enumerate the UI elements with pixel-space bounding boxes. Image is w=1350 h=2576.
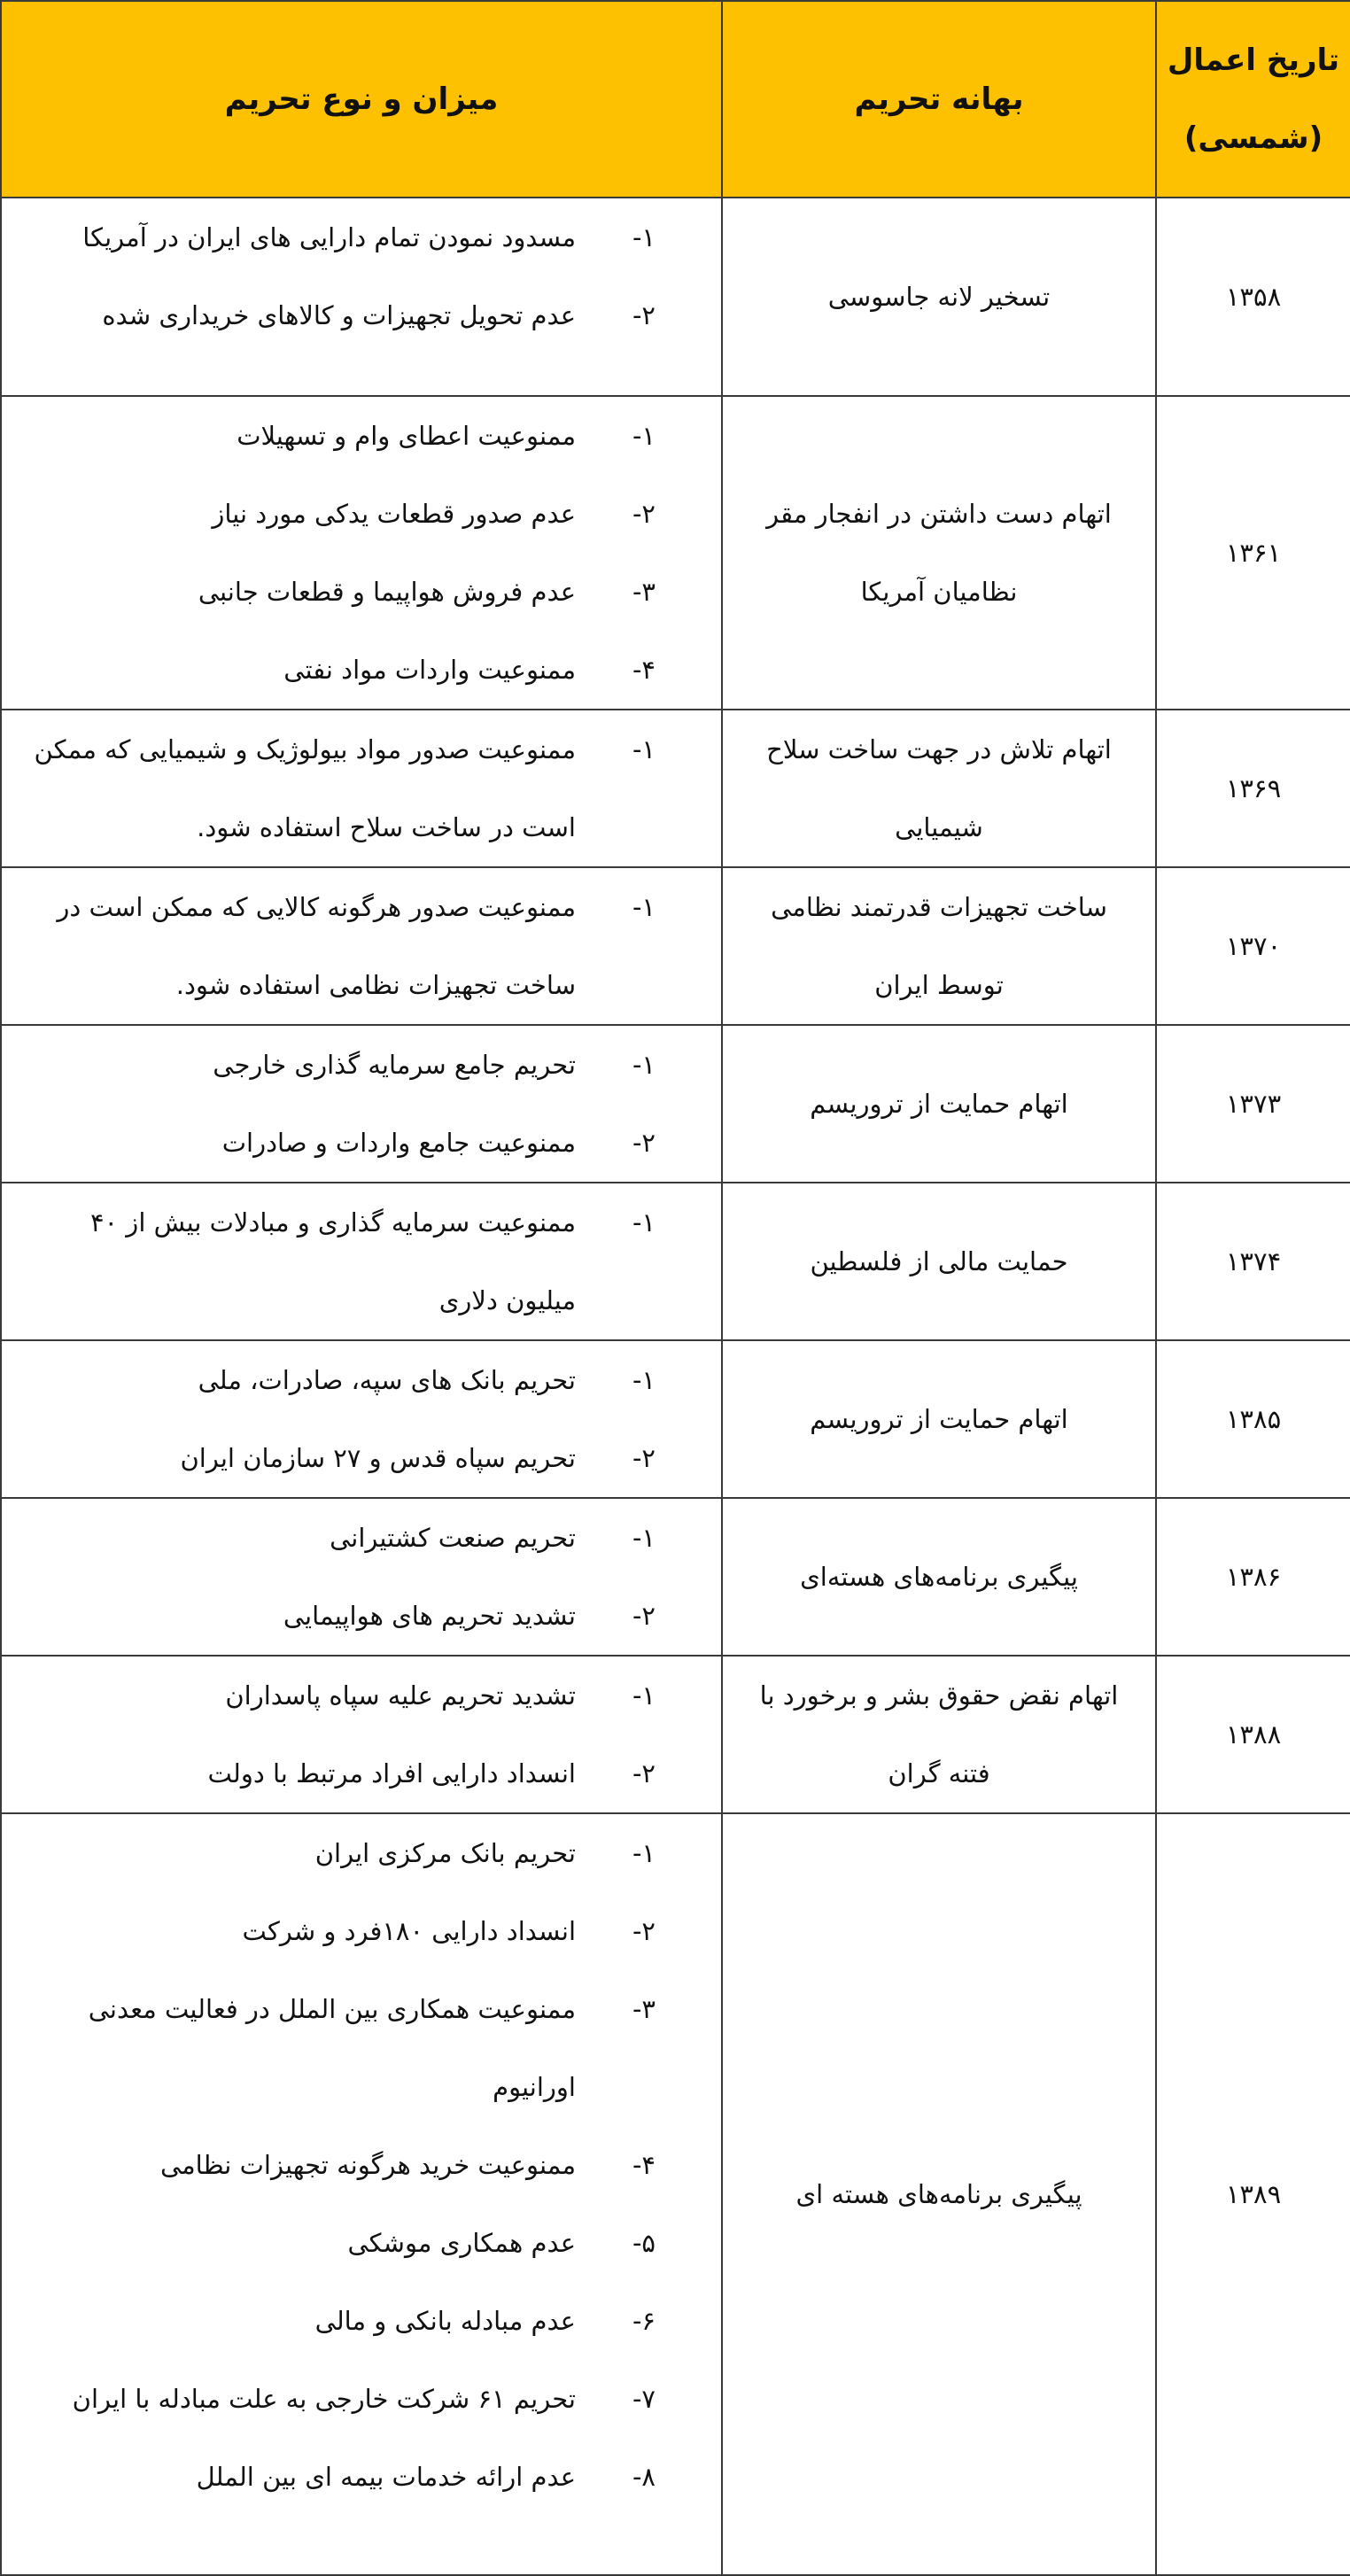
sanction-items-cell (1, 396, 722, 710)
item-number: ۱- (632, 1523, 656, 1553)
year-cell: ۱۳۷۰ (1156, 867, 1350, 1025)
sanction-items-cell (1, 198, 722, 396)
item-text: تحریم صنعت کشتیرانی (330, 1523, 576, 1553)
sanction-item (21, 475, 702, 553)
year-cell: ۱۳۸۵ (1156, 1340, 1350, 1498)
item-number: ۲- (632, 1443, 656, 1473)
item-text: تشدید تحریم های هواپیمایی (283, 1601, 576, 1631)
item-text: ممنوعیت صدور هرگونه کالایی که ممکن است در ساخت تجهیزات نظامی استفاده شود. (57, 892, 576, 1000)
item-number: ۲- (632, 300, 656, 330)
reason-cell: تسخیر لانه جاسوسی (722, 198, 1156, 396)
sanction-item (21, 1734, 702, 1812)
item-number: ۱- (632, 892, 656, 922)
sanction-items-cell (1, 1656, 722, 1813)
sanction-item (21, 276, 702, 354)
table-row (1, 1340, 1350, 1498)
item-text: تحریم سپاه قدس و ۲۷ سازمان ایران (180, 1443, 576, 1473)
item-number: ۱- (632, 222, 656, 252)
table-row (1, 1183, 1350, 1340)
sanction-item (21, 631, 702, 709)
item-number: ۱- (632, 1365, 656, 1395)
reason-cell: ساخت تجهیزات قدرتمند نظامی توسط ایران (722, 867, 1156, 1025)
reason-cell: اتهام تلاش در جهت ساخت سلاح شیمیایی (722, 710, 1156, 867)
item-number: ۲- (632, 1916, 656, 1946)
item-number: ۲- (632, 1601, 656, 1631)
year-cell: ۱۳۸۶ (1156, 1498, 1350, 1656)
item-text: تحریم جامع سرمایه گذاری خارجی (213, 1050, 576, 1080)
item-number: ۱- (632, 1050, 656, 1080)
sanction-items-cell (1, 867, 722, 1025)
item-text: ممنوعیت سرمایه گذاری و مبادلات بیش از ۴۰ میلیون دلاری (89, 1207, 576, 1315)
reason-cell: پیگیری برنامه‌های هسته‌ای (722, 1498, 1156, 1656)
sanction-item (21, 1657, 702, 1734)
table-row (1, 710, 1350, 867)
sanction-item (21, 1814, 702, 1892)
sanction-items-cell (1, 1498, 722, 1656)
item-text: ممنوعیت واردات مواد نفتی (283, 655, 576, 685)
sanction-item (21, 1026, 702, 1104)
table-row (1, 1498, 1350, 1656)
sanction-item (21, 198, 702, 276)
sanction-item (21, 553, 702, 631)
table-row (1, 1656, 1350, 1813)
header-row (1, 1, 1350, 198)
item-text: مسدود نمودن تمام دارایی های ایران در آمریکا (82, 222, 576, 252)
sanction-item (21, 1970, 702, 2126)
item-number: ۲- (632, 499, 656, 529)
header-type: میزان و نوع تحریم (1, 1, 722, 198)
item-text: تشدید تحریم علیه سپاه پاسداران (225, 1680, 576, 1711)
table-row (1, 1025, 1350, 1183)
sanction-item (21, 2204, 702, 2282)
item-number: ۳- (632, 1994, 656, 2024)
year-cell: ۱۳۶۱ (1156, 396, 1350, 710)
item-text: ممنوعیت جامع واردات و صادرات (221, 1128, 576, 1158)
table-row (1, 867, 1350, 1025)
item-number: ۴- (632, 2150, 656, 2180)
reason-cell: اتهام دست داشتن در انفجار مقر نظامیان آمریکا (722, 396, 1156, 710)
reason-cell: حمایت مالی از فلسطین (722, 1183, 1156, 1340)
table-row (1, 1813, 1350, 2575)
header-date-sub: (شمسی) (1183, 120, 1323, 156)
sanction-item (21, 710, 702, 866)
item-number: ۱- (632, 1838, 656, 1868)
item-number: ۱- (632, 1207, 656, 1238)
item-text: ممنوعیت صدور مواد بیولوژیک و شیمیایی که ممکن است در ساخت سلاح استفاده شود. (34, 734, 576, 842)
header-date (1156, 1, 1350, 198)
sanction-items-cell (1, 1813, 722, 2575)
item-text: ممنوعیت اعطای وام و تسهیلات (237, 421, 576, 451)
item-text: عدم فروش هواپیما و قطعات جانبی (198, 577, 576, 607)
item-number: ۴- (632, 655, 656, 685)
header-reason: بهانه تحریم (722, 1, 1156, 198)
sanction-item (21, 1499, 702, 1577)
sanction-item (21, 1341, 702, 1419)
item-text: تحریم بانک مرکزی ایران (314, 1838, 576, 1868)
item-text: ممنوعیت همکاری بین الملل در فعالیت معدنی اورانیوم (88, 1994, 576, 2102)
reason-cell: اتهام نقض حقوق بشر و برخورد با فتنه گران (722, 1656, 1156, 1813)
item-text: تحریم بانک های سپه، صادرات، ملی (198, 1365, 576, 1395)
item-number: ۸- (632, 2462, 656, 2492)
sanction-items-cell (1, 1340, 722, 1498)
sanction-items-cell (1, 1025, 722, 1183)
item-text: عدم تحویل تجهیزات و کالاهای خریداری شده (102, 300, 576, 330)
item-text: ممنوعیت خرید هرگونه تجهیزات نظامی (159, 2150, 576, 2180)
item-number: ۵- (632, 2228, 656, 2258)
item-text: تحریم ۶۱ شرکت خارجی به علت مبادله با ایران (72, 2384, 576, 2414)
sanction-item (21, 1104, 702, 1182)
item-text: انسداد دارایی ۱۸۰فرد و شرکت (242, 1916, 576, 1946)
reason-cell: پیگیری برنامه‌های هسته ای (722, 1813, 1156, 2575)
table-row (1, 396, 1350, 710)
reason-cell: اتهام حمایت از تروریسم (722, 1025, 1156, 1183)
year-cell: ۱۳۷۳ (1156, 1025, 1350, 1183)
item-number: ۷- (632, 2384, 656, 2414)
item-text: عدم همکاری موشکی (347, 2228, 576, 2258)
header-date-label: تاریخ اعمال (1167, 43, 1340, 78)
item-text: عدم مبادله بانکی و مالی (314, 2306, 576, 2336)
sanction-item (21, 2126, 702, 2204)
sanction-item (21, 1577, 702, 1655)
sanction-item (21, 2360, 702, 2438)
year-cell: ۱۳۸۸ (1156, 1656, 1350, 1813)
year-cell: ۱۳۷۴ (1156, 1183, 1350, 1340)
sanction-item (21, 397, 702, 475)
reason-cell: اتهام حمایت از تروریسم (722, 1340, 1156, 1498)
sanction-item (21, 868, 702, 1024)
year-cell: ۱۳۶۹ (1156, 710, 1350, 867)
item-number: ۱- (632, 734, 656, 764)
item-text: انسداد دارایی افراد مرتبط با دولت (207, 1758, 576, 1788)
item-text: عدم صدور قطعات یدکی مورد نیاز (212, 499, 576, 529)
item-number: ۱- (632, 421, 656, 451)
item-number: ۲- (632, 1758, 656, 1788)
sanction-item (21, 1892, 702, 1970)
item-number: ۱- (632, 1680, 656, 1711)
sanction-items-cell (1, 710, 722, 867)
item-number: ۶- (632, 2306, 656, 2336)
item-number: ۲- (632, 1128, 656, 1158)
sanction-item (21, 2282, 702, 2360)
item-text: عدم ارائه خدمات بیمه ای بین الملل (196, 2462, 576, 2492)
item-number: ۳- (632, 577, 656, 607)
sanction-items-cell (1, 1183, 722, 1340)
sanction-item (21, 2438, 702, 2516)
year-cell: ۱۳۵۸ (1156, 198, 1350, 396)
year-cell: ۱۳۸۹ (1156, 1813, 1350, 2575)
sanction-item (21, 1419, 702, 1497)
sanction-item (21, 1183, 702, 1339)
table-row (1, 198, 1350, 396)
